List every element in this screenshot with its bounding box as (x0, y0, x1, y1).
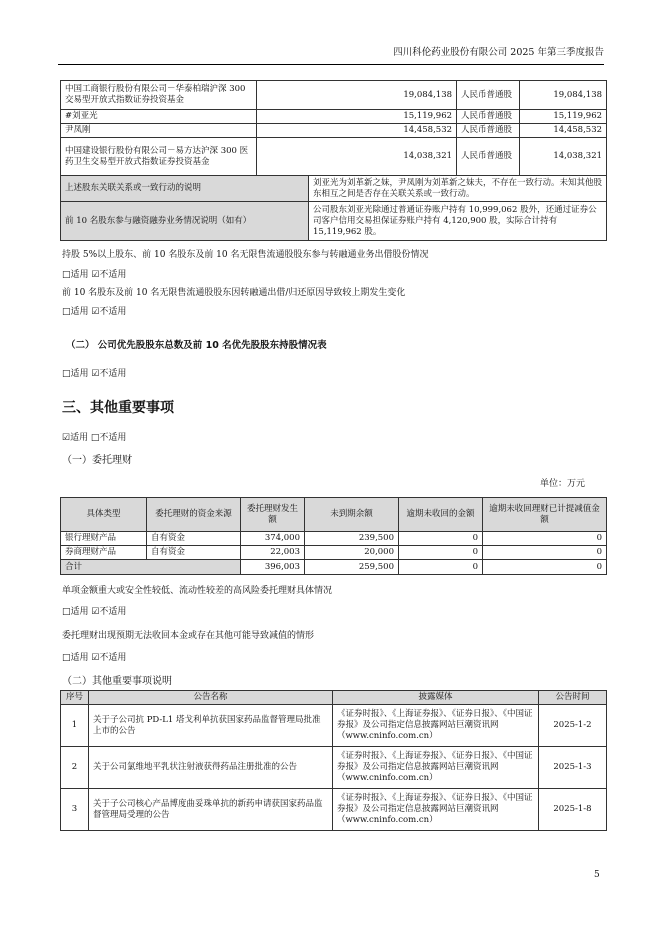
table-cell: 自有资金 (147, 546, 241, 560)
table-row (61, 138, 607, 176)
applicability: ☑适用 □不适用 (62, 433, 127, 443)
column-header: 逾期未收回的金额 (399, 498, 483, 532)
page-number: 5 (594, 870, 600, 880)
subsection-title: （二）其他重要事项说明 (62, 676, 172, 687)
announcement-media: 《证券时报》、《上海证券报》、《证券日报》、《中国证券报》及公司指定信息披露网站巨潮资讯网（www.cninfo.com.cn） (333, 789, 539, 831)
page-header: 四川科伦药业股份有限公司 2025 年第三季度报告 (58, 46, 604, 65)
shareholder-name: 中国建设银行股份有限公司－易方达沪深 300 医药卫生交易型开放式指数证券投资基金 (61, 138, 257, 176)
table-cell: 20,000 (305, 546, 399, 560)
applicability: □适用 ☑不适用 (62, 653, 127, 663)
row-number: 3 (61, 789, 89, 831)
share-count: 14,038,321 (520, 138, 607, 176)
announcement-date: 2025-1-3 (539, 747, 607, 789)
table-cell: 自有资金 (147, 532, 241, 546)
relation-text: 刘亚光为刘革新之妹，尹凤刚为刘革新之妹夫，不存在一致行动。未知其他股东相互之间是否存在关联关系或一致行动。 (309, 176, 607, 202)
total-balance: 259,500 (305, 560, 399, 575)
table-row (61, 532, 607, 546)
share-count: 19,084,138 (520, 81, 607, 110)
column-header: 公告名称 (89, 691, 333, 705)
announcement-name: 关于子公司核心产品博度曲妥珠单抗的新药申请获国家药品监督管理局受理的公告 (89, 789, 333, 831)
total-amount: 396,003 (241, 560, 305, 575)
applicability: □适用 ☑不适用 (62, 307, 127, 317)
table-row (61, 546, 607, 560)
table-cell: 0 (483, 546, 607, 560)
preferred-section-title: （二） 公司优先股股东总数及前 10 名优先股股东持股情况表 (66, 340, 327, 351)
impair-text: 委托理财出现预期无法收回本金或存在其他可能导致减值的情形 (62, 631, 315, 641)
column-header: 公告时间 (539, 691, 607, 705)
table-row (61, 705, 607, 747)
applicability: □适用 ☑不适用 (62, 270, 127, 280)
announcement-date: 2025-1-8 (539, 789, 607, 831)
shareholder-shares: 14,038,321 (257, 138, 457, 176)
lending-text: 持股 5%以上股东、前 10 名股东及前 10 名无限售流通股股东参与转融通业务出借股份情况 (62, 250, 429, 260)
table-cell: 22,003 (241, 546, 305, 560)
applicability: □适用 ☑不适用 (62, 607, 127, 617)
total-label: 合计 (61, 560, 241, 575)
applicability: □适用 ☑不适用 (62, 369, 127, 379)
announcement-date: 2025-1-2 (539, 705, 607, 747)
wealth-management-table (60, 497, 607, 575)
table-cell: 券商理财产品 (61, 546, 147, 560)
shareholder-name: #刘亚光 (61, 110, 257, 124)
row-number: 2 (61, 747, 89, 789)
table-header-row (61, 691, 607, 705)
highrisk-text: 单项金额重大或安全性较低、流动性较差的高风险委托理财具体情况 (62, 586, 333, 596)
announcement-media: 《证券时报》、《上海证券报》、《证券日报》、《中国证券报》及公司指定信息披露网站巨潮资讯网（www.cninfo.com.cn） (333, 747, 539, 789)
column-header: 逾期未收回理财已计提减值金额 (483, 498, 607, 532)
table-header-row (61, 498, 607, 532)
table-cell: 0 (483, 532, 607, 546)
subsection-title: （一）委托理财 (62, 455, 132, 466)
table-row (61, 176, 607, 202)
margin-text: 公司股东刘亚光除通过普通证券账户持有 10,999,062 股外，还通过证券公司客户信用交易担保证券账户持有 4,120,900 股，实际合计持有 15,119,962 股。 (309, 202, 607, 241)
total-overdue: 0 (399, 560, 483, 575)
column-header: 委托理财的资金来源 (147, 498, 241, 532)
announcement-media: 《证券时报》、《上海证券报》、《证券日报》、《中国证券报》及公司指定信息披露网站巨潮资讯网（www.cninfo.com.cn） (333, 705, 539, 747)
table-total-row (61, 560, 607, 575)
announcement-name: 关于子公司抗 PD-L1 塔戈利单抗获国家药品监督管理局批准上市的公告 (89, 705, 333, 747)
row-number: 1 (61, 705, 89, 747)
table-cell: 银行理财产品 (61, 532, 147, 546)
announcement-table (60, 690, 607, 831)
table-row (61, 81, 607, 110)
relation-label: 上述股东关联关系或一致行动的说明 (61, 176, 309, 202)
share-type: 人民币普通股 (457, 81, 520, 110)
unit-label: 单位：万元 (540, 479, 586, 489)
table-cell: 0 (399, 546, 483, 560)
column-header: 披露媒体 (333, 691, 539, 705)
shareholder-name: 中国工商银行股份有限公司－华泰柏瑞沪深 300 交易型开放式指数证券投资基金 (61, 81, 257, 110)
margin-label: 前 10 名股东参与融资融券业务情况说明（如有） (61, 202, 309, 241)
table-row (61, 789, 607, 831)
share-count: 14,458,532 (520, 124, 607, 138)
shareholder-shares: 19,084,138 (257, 81, 457, 110)
table-row (61, 110, 607, 124)
shareholder-table (60, 80, 607, 241)
share-count: 15,119,962 (520, 110, 607, 124)
section-title: 三、其他重要事项 (62, 400, 174, 416)
table-row (61, 124, 607, 138)
share-type: 人民币普通股 (457, 138, 520, 176)
table-row (61, 747, 607, 789)
column-header: 委托理财发生额 (241, 498, 305, 532)
announcement-name: 关于公司氯维地平乳状注射液获得药品注册批准的公告 (89, 747, 333, 789)
table-cell: 374,000 (241, 532, 305, 546)
change-text: 前 10 名股东及前 10 名无限售流通股股东因转融通出借/归还原因导致较上期发生变化 (62, 288, 406, 298)
table-cell: 0 (399, 532, 483, 546)
total-impair: 0 (483, 560, 607, 575)
shareholder-shares: 14,458,532 (257, 124, 457, 138)
column-header: 序号 (61, 691, 89, 705)
column-header: 具体类型 (61, 498, 147, 532)
shareholder-name: 尹凤刚 (61, 124, 257, 138)
share-type: 人民币普通股 (457, 110, 520, 124)
table-row (61, 202, 607, 241)
table-cell: 239,500 (305, 532, 399, 546)
column-header: 未到期余额 (305, 498, 399, 532)
share-type: 人民币普通股 (457, 124, 520, 138)
shareholder-shares: 15,119,962 (257, 110, 457, 124)
